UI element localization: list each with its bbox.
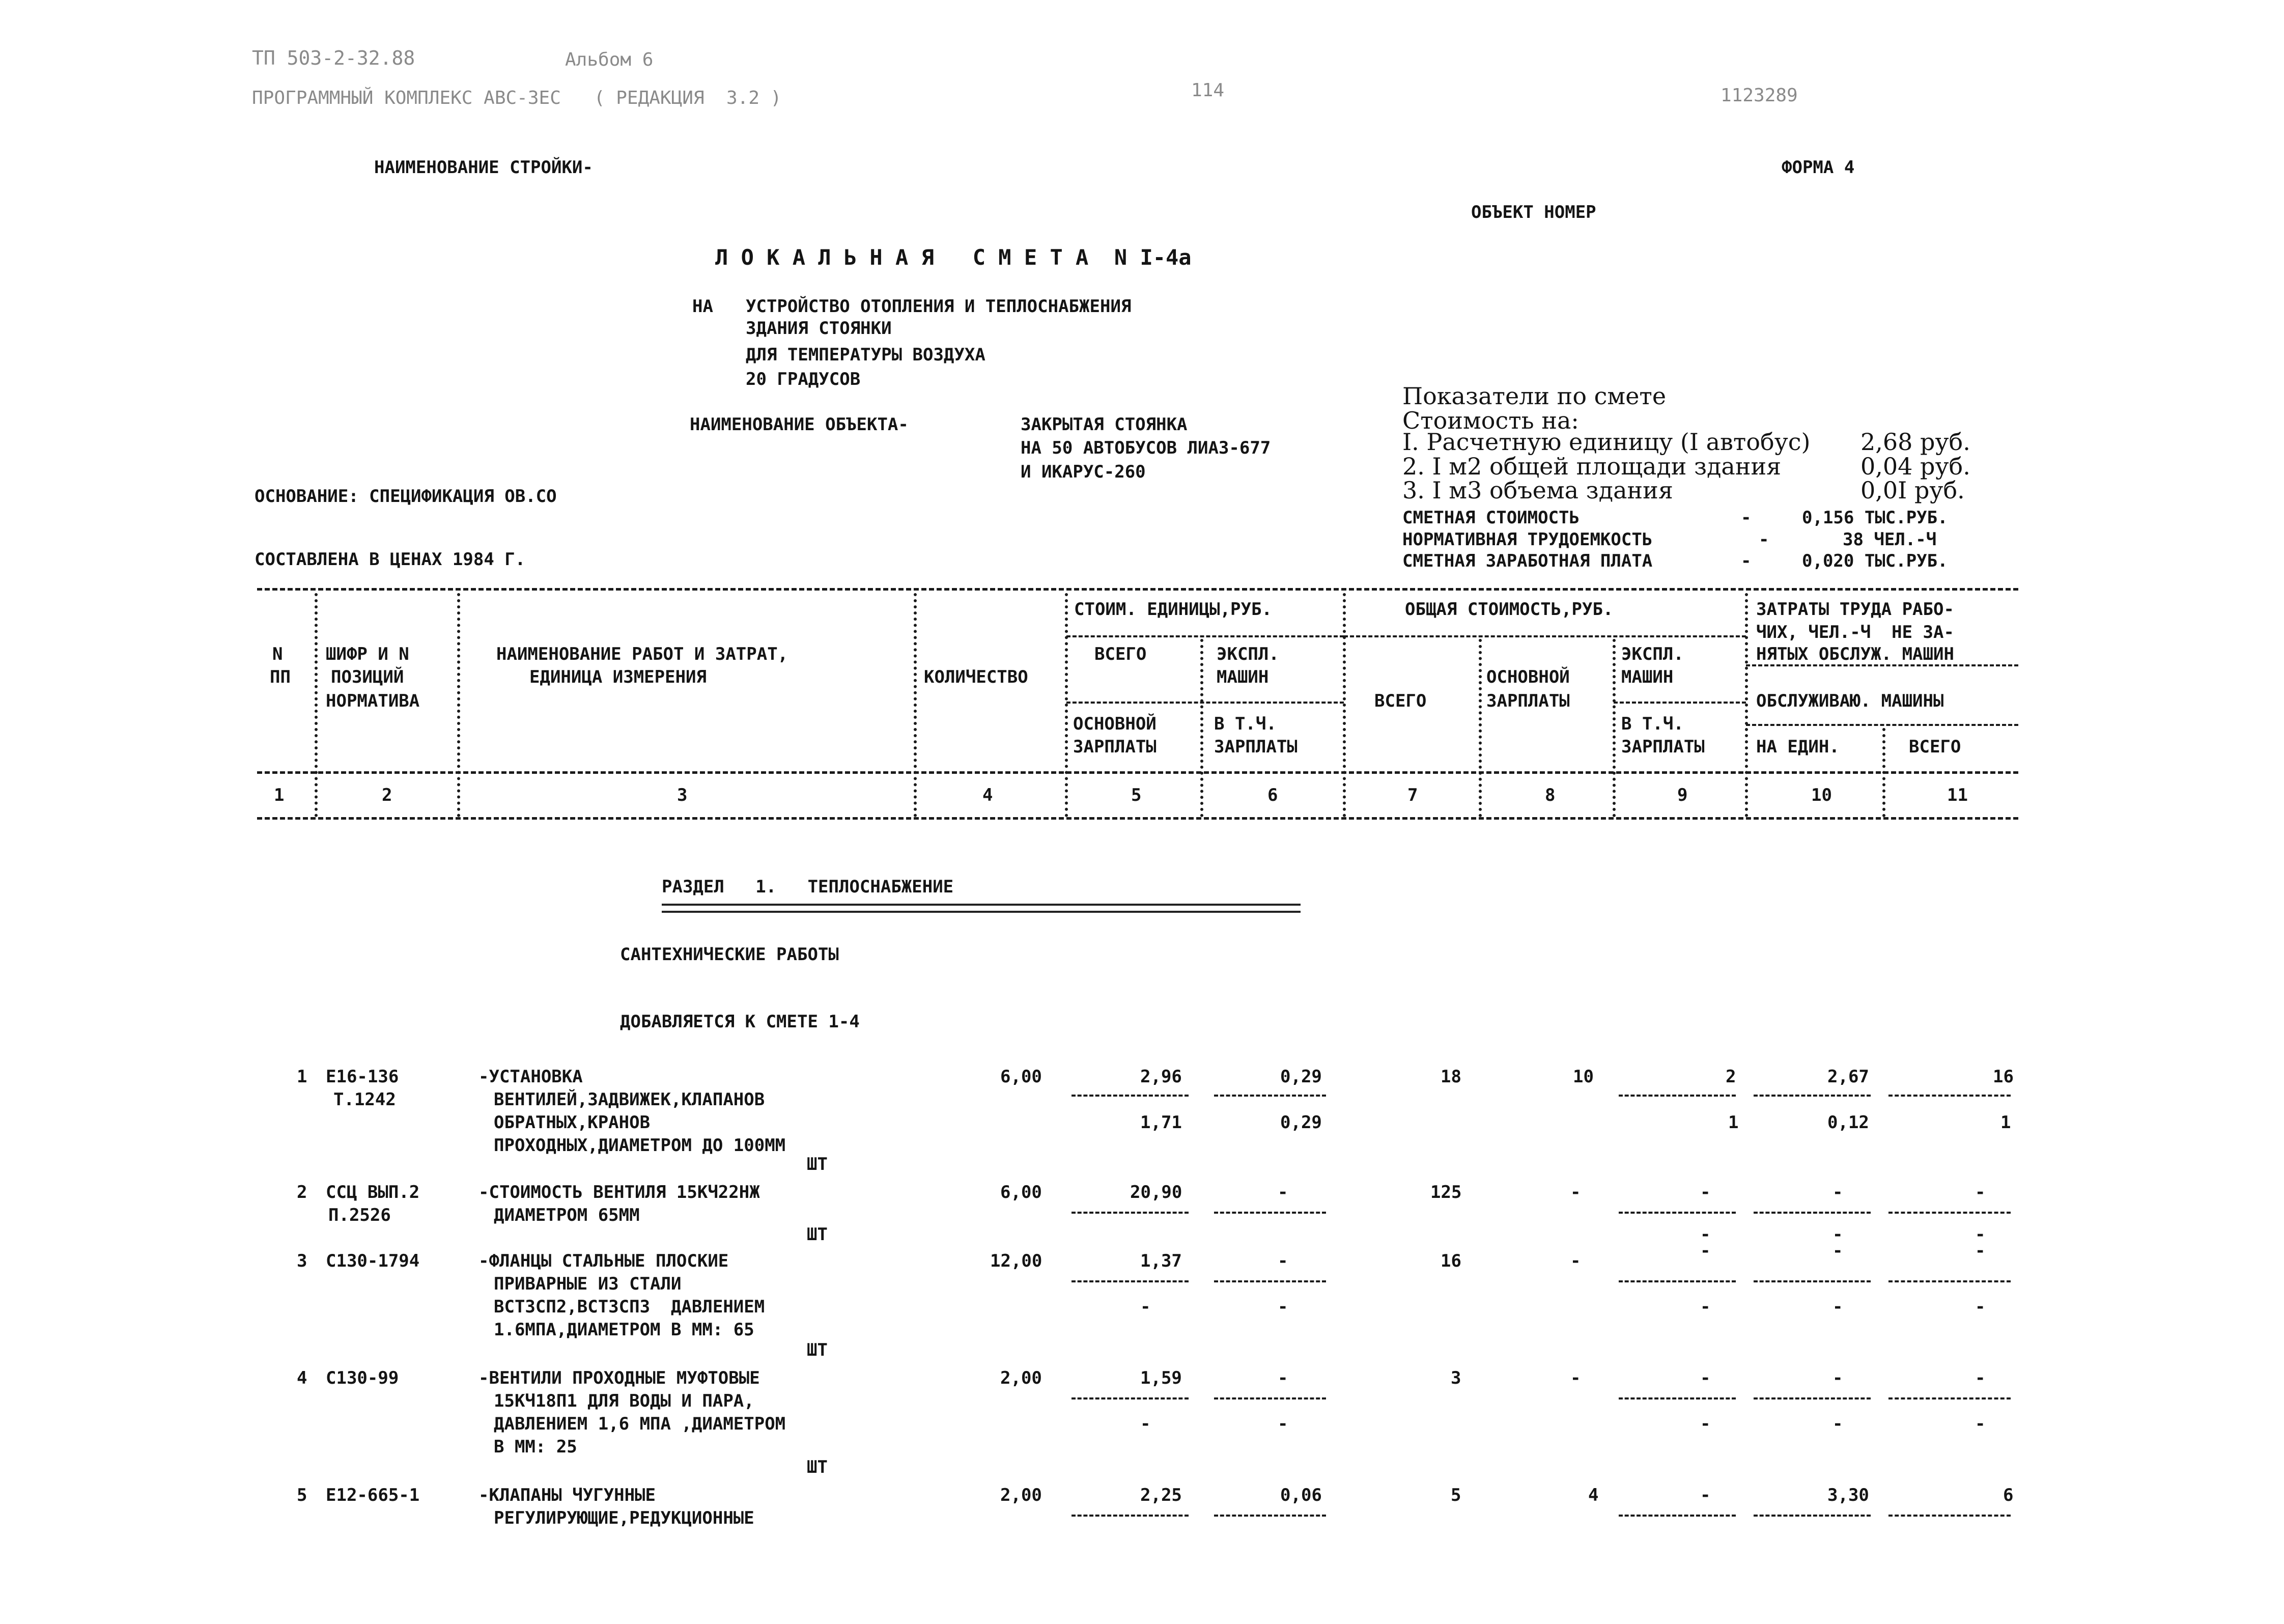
colnum-8: 8	[1545, 785, 1556, 805]
total-cost-base-wage-header-a: ОСНОВНОЙ	[1486, 667, 1570, 687]
row-code: Е16-136	[326, 1067, 399, 1087]
col3-header-b: ЕДИНИЦА ИЗМЕРЕНИЯ	[529, 667, 707, 687]
purpose-line-3: ДЛЯ ТЕМПЕРАТУРЫ ВОЗДУХА	[746, 345, 985, 365]
section-underline	[662, 904, 1301, 913]
added-to-estimate: ДОБАВЛЯЕТСЯ К СМЕТЕ 1-4	[620, 1012, 860, 1032]
row-name-3: ВСТ3СП2,ВСТ3СП3 ДАВЛЕНИЕМ	[494, 1297, 765, 1317]
row-name-3: ОБРАТНЫХ,КРАНОВ	[494, 1112, 651, 1133]
object-name-line-1: ЗАКРЫТАЯ СТОЯНКА	[1021, 414, 1188, 435]
row-unit: ШТ	[807, 1154, 828, 1174]
composed-label: СОСТАВЛЕНА В ЦЕНАХ 1984 Г.	[255, 549, 526, 570]
form-label: ФОРМА 4	[1782, 157, 1855, 178]
program-label: ПРОГРАММНЫЙ КОМПЛЕКС АВС-ЗЕС ( РЕДАКЦИЯ 3.2 )	[252, 88, 782, 108]
colnum-7: 7	[1407, 785, 1418, 805]
row-name-2: ДИАМЕТРОМ 65ММ	[494, 1205, 640, 1225]
row-unit-machines: 0,06	[1280, 1485, 1322, 1505]
purpose-line-2: ЗДАНИЯ СТОЯНКИ	[746, 318, 892, 339]
col2-header-c: НОРМАТИВА	[326, 691, 420, 711]
row-quantity: 6,00	[1000, 1067, 1042, 1087]
row-name-4: В ММ: 25	[494, 1437, 577, 1457]
row-number: 2	[297, 1182, 307, 1202]
row-quantity: 2,00	[1000, 1368, 1042, 1388]
total-cost-total-header: ВСЕГО	[1374, 691, 1427, 711]
row-name-3: ДАВЛЕНИЕМ 1,6 МПА ,ДИАМЕТРОМ	[494, 1414, 786, 1434]
col4-header: КОЛИЧЕСТВО	[924, 667, 1028, 687]
colnum-6: 6	[1267, 785, 1278, 805]
row-name-2: ПРИВАРНЫЕ ИЗ СТАЛИ	[494, 1274, 682, 1294]
row-quantity: 12,00	[990, 1251, 1042, 1271]
row-total-incl-wage: 1	[1728, 1112, 1739, 1133]
document-number: ТП 503-2-32.88	[252, 47, 415, 69]
for-label: НА	[692, 296, 713, 317]
estimated-cost-label: СМЕТНАЯ СТОИМОСТЬ	[1402, 508, 1580, 528]
row-unit: ШТ	[807, 1457, 828, 1477]
colnum-4: 4	[982, 785, 993, 805]
row-total-incl-wage: -	[1700, 1224, 1711, 1245]
row-labor-per-unit: -	[1832, 1241, 1843, 1261]
row-number: 5	[297, 1485, 307, 1505]
object-number: ОБЪЕКТ НОМЕР	[1471, 202, 1596, 222]
colnum-10: 10	[1811, 785, 1832, 805]
labor-header-b: ЧИХ, ЧЕЛ.-Ч НЕ ЗА-	[1756, 622, 1954, 642]
row-number: 1	[297, 1067, 307, 1087]
indicator-value-3: 0,0I руб.	[1860, 477, 1965, 504]
row-unit-cost: 1,59	[1140, 1368, 1182, 1388]
col1-header-a: N	[272, 644, 283, 664]
row-unit-incl-wage: -	[1278, 1414, 1288, 1434]
row-total-machines: -	[1700, 1485, 1711, 1505]
row-name-1: -СТОИМОСТЬ ВЕНТИЛЯ 15КЧ22НЖ	[478, 1182, 760, 1202]
row-labor-per-unit: -	[1832, 1368, 1843, 1388]
wage-label: СМЕТНАЯ ЗАРАБОТНАЯ ПЛАТА	[1402, 551, 1653, 571]
row-labor-per-unit-2: -	[1832, 1414, 1843, 1434]
row-unit-machines: -	[1278, 1182, 1288, 1202]
labor-header-c: НЯТЫХ ОБСЛУЖ. МАШИН	[1756, 644, 1954, 664]
row-total-cost: 16	[1441, 1251, 1461, 1271]
row-total-cost: 3	[1451, 1368, 1461, 1388]
row-code: С130-1794	[326, 1251, 420, 1271]
row-total-machines: -	[1700, 1368, 1711, 1388]
total-cost-machines-header-a: ЭКСПЛ.	[1621, 644, 1684, 664]
indicator-label-1: I. Расчетную единицу (I автобус)	[1402, 428, 1811, 456]
total-cost-incl-wage-header-a: В Т.Ч.	[1621, 714, 1684, 734]
row-name-2: ВЕНТИЛЕЙ,ЗАДВИЖЕК,КЛАПАНОВ	[494, 1089, 765, 1110]
row-unit-base-wage: -	[1140, 1414, 1151, 1434]
row-unit-cost: 2,25	[1140, 1485, 1182, 1505]
row-total-cost: 18	[1441, 1067, 1461, 1087]
row-unit-machines: -	[1278, 1251, 1288, 1271]
total-cost-header: ОБЩАЯ СТОИМОСТЬ,РУБ.	[1405, 599, 1614, 620]
colnum-9: 9	[1677, 785, 1688, 805]
unit-cost-machines-header-a: ЭКСПЛ.	[1217, 644, 1279, 664]
col1-header-b: ПП	[270, 667, 291, 687]
row-name-2: 15КЧ18П1 ДЛЯ ВОДЫ И ПАРА,	[494, 1391, 754, 1411]
basis-label: ОСНОВАНИЕ: СПЕЦИФИКАЦИЯ ОВ.СО	[255, 486, 557, 507]
row-unit-base-wage: -	[1140, 1297, 1151, 1317]
page: ТП 503-2-32.88 Альбом 6 ПРОГРАММНЫЙ КОМПЛЕКС АВС-ЗЕС ( РЕДАКЦИЯ 3.2 ) 114 1123289 НАИМЕНОВАНИЕ СТРОЙКИ- ФОРМА 4 ОБЪЕКТ НОМЕР Л О К А Л Ь Н А Я С М Е Т А N I-4а НА УСТРОЙСТВО ОТОПЛЕНИЯ И ТЕПЛОСНАБЖЕНИЯ ЗДАНИЯ СТОЯНКИ ДЛЯ ТЕМПЕРАТУРЫ ВОЗДУХА 20 ГРАДУСОВ НАИМЕНОВАНИЕ ОБЪЕКТА- ЗАКРЫТАЯ СТОЯНКА НА 50 АВТОБУСОВ ЛИАЗ-677 И ИКАРУС-260 ОСНОВАНИЕ: СПЕЦИФИКАЦИЯ ОВ.СО СОСТАВЛЕНА В ЦЕНАХ 1984 Г. Показатели по смете Стоимость на: I. Расчетную единицу (I автобус) 2,68 руб. 2. I м2 общей площади здания 0,04 руб. 3. I м3 объема здания 0,0I руб. СМЕТНАЯ СТОИМОСТЬ - 0,156 ТЫС.РУБ. НОРМАТИВНАЯ ТРУДОЕМКОСТЬ - 38 ЧЕЛ.-Ч СМЕТНАЯ ЗАРАБОТНАЯ ПЛАТА - 0,020 ТЫС.РУБ. N ПП ШИФР И N ПОЗИЦИЙ НОРМАТИВА НАИМЕНОВАНИЕ РАБОТ И ЗАТРАТ, ЕДИНИЦА ИЗМЕРЕНИЯ КОЛИЧЕСТВО СТОИМ. ЕДИНИЦЫ,РУБ. ВСЕГО ЭКСПЛ. МАШИН ОСНОВНОЙ ЗАРПЛАТЫ В Т.Ч. ЗАРПЛАТЫ ОБЩАЯ СТОИМОСТЬ,РУБ. ВСЕГО ОСНОВНОЙ ЗАРПЛАТЫ ЭКСПЛ. МАШИН В Т.Ч. ЗАРПЛАТЫ ЗАТРАТЫ ТРУДА РАБО- ЧИХ, ЧЕЛ.-Ч НЕ ЗА- НЯТЫХ ОБСЛУЖ. МАШИН ОБСЛУЖИВАЮ. МАШИНЫ НА ЕДИН. ВСЕГО 1 2 3 4 5 6 7 8 9 10 11 РАЗДЕЛ 1. ТЕПЛОСНАБЖЕНИЕ САНТЕХНИЧЕСКИЕ РАБОТЫ ДОБАВЛЯЕТСЯ К СМЕТЕ 1-4 1 Е16-136 Т.1242 -УСТАНОВКА ВЕНТИЛЕЙ,ЗАДВИЖЕК,КЛАПАНОВ ОБРАТНЫХ,КРАНОВ ПРОХОДНЫХ,ДИАМЕТРОМ ДО 100ММ ШТ 6,00 2,96 0,29 1,71 0,29 18 10 2 2,67 16 1 0,12 1 2 ССЦ ВЫП.2 П.2526 -СТОИМОСТЬ ВЕНТИЛЯ 15КЧ22НЖ ДИАМЕТРОМ 65ММ ШТ 6,00 20,90 - 125 - - - - - - - 3 С130-1794 -ФЛАНЦЫ СТАЛЬНЫЕ ПЛОСКИЕ ПРИВАРНЫЕ ИЗ СТАЛИ ВСТ3СП2,ВСТ3СП3 ДАВЛЕНИЕМ 1.6МПА,ДИАМЕТРОМ В ММ: 65 ШТ 12,00 1,37 - - - 16 - - - - - - - 4 С130-99 -ВЕНТИЛИ ПРОХОДНЫЕ МУФТОВЫЕ 15КЧ18П1 ДЛЯ ВОДЫ И ПАРА, ДАВЛЕНИЕМ 1,6 МПА ,ДИАМЕТРОМ В ММ: 25 ШТ 2,00 1,59 - - - 3 - - - - - - - 5 Е12-665-1 -КЛАПАНЫ ЧУГУННЫЕ РЕГУЛИРУЮЩИЕ,РЕДУКЦИОННЫЕ 2,00 2,25 0,06 5 4 - 3,30 6	[0, 0, 2284, 1624]
total-cost-base-wage-header-b: ЗАРПЛАТЫ	[1486, 691, 1570, 711]
row-unit-cost: 20,90	[1130, 1182, 1182, 1202]
row-total-cost: 125	[1430, 1182, 1462, 1202]
unit-cost-base-wage-header-b: ЗАРПЛАТЫ	[1073, 737, 1157, 757]
unit-cost-base-wage-header-a: ОСНОВНОЙ	[1073, 714, 1157, 734]
row-labor-per-unit-2: 0,12	[1827, 1112, 1869, 1133]
row-unit: ШТ	[807, 1224, 828, 1245]
labor-intensity-value: 38 ЧЕЛ.-Ч	[1843, 529, 1937, 550]
row-code: ССЦ ВЫП.2	[326, 1182, 420, 1202]
row-unit-incl-wage: 0,29	[1280, 1112, 1322, 1133]
row-unit-incl-wage: -	[1278, 1297, 1288, 1317]
object-name-label: НАИМЕНОВАНИЕ ОБЪЕКТА-	[690, 414, 909, 435]
row-labor-total: -	[1975, 1182, 1986, 1202]
colnum-5: 5	[1131, 785, 1142, 805]
indicators-subtitle: Стоимость на:	[1402, 407, 1579, 434]
object-name-line-2: НА 50 АВТОБУСОВ ЛИАЗ-677	[1021, 438, 1271, 458]
row-unit-cost: 1,37	[1140, 1251, 1182, 1271]
row-labor-total-2: -	[1975, 1297, 1986, 1317]
row-labor-total-2: 1	[2000, 1112, 2011, 1133]
row-total-incl-wage: -	[1700, 1414, 1711, 1434]
row-total-incl-wage: -	[1700, 1297, 1711, 1317]
row-labor-total: -	[1975, 1368, 1986, 1388]
row-name-1: -ВЕНТИЛИ ПРОХОДНЫЕ МУФТОВЫЕ	[478, 1368, 760, 1388]
row-name-2: РЕГУЛИРУЮЩИЕ,РЕДУКЦИОННЫЕ	[494, 1508, 754, 1528]
row-total-machines: -	[1700, 1182, 1711, 1202]
album-label: Альбом 6	[565, 49, 654, 70]
row-unit-cost: 2,96	[1140, 1067, 1182, 1087]
row-unit-base-wage: 1,71	[1140, 1112, 1182, 1133]
colnum-3: 3	[677, 785, 688, 805]
row-labor-total: 16	[1993, 1067, 2014, 1087]
row-total-cost: 5	[1451, 1485, 1461, 1505]
row-total-base-wage: -	[1570, 1251, 1581, 1271]
document-code: 1123289	[1721, 85, 1798, 106]
construction-label: НАИМЕНОВАНИЕ СТРОЙКИ-	[374, 157, 593, 178]
row-labor-per-unit-2: -	[1832, 1224, 1843, 1245]
indicator-value-2: 0,04 руб.	[1860, 453, 1970, 480]
row-number: 4	[297, 1368, 307, 1388]
indicator-value-1: 2,68 руб.	[1860, 428, 1970, 456]
row-name-1: -ФЛАНЦЫ СТАЛЬНЫЕ ПЛОСКИЕ	[478, 1251, 729, 1271]
section-title: РАЗДЕЛ 1. ТЕПЛОСНАБЖЕНИЕ	[662, 877, 954, 897]
row-code-2: Т.1242	[333, 1089, 396, 1110]
row-code: Е12-665-1	[326, 1485, 420, 1505]
row-name-4: 1.6МПА,ДИАМЕТРОМ В ММ: 65	[494, 1320, 754, 1340]
row-unit: ШТ	[807, 1340, 828, 1360]
purpose-line-1: УСТРОЙСТВО ОТОПЛЕНИЯ И ТЕПЛОСНАБЖЕНИЯ	[746, 296, 1132, 317]
row-labor-per-unit: 2,67	[1827, 1067, 1869, 1087]
page-number: 114	[1191, 80, 1225, 101]
row-total-base-wage: 4	[1588, 1485, 1599, 1505]
row-unit-machines: 0,29	[1280, 1067, 1322, 1087]
col2-header-b: ПОЗИЦИЙ	[331, 667, 404, 687]
row-name-1: -КЛАПАНЫ ЧУГУННЫЕ	[478, 1485, 656, 1505]
unit-cost-incl-wage-header-b: ЗАРПЛАТЫ	[1214, 737, 1298, 757]
row-total-machines: -	[1700, 1241, 1711, 1261]
labor-header-a: ЗАТРАТЫ ТРУДА РАБО-	[1756, 599, 1954, 620]
row-labor-total-2: -	[1975, 1224, 1986, 1245]
indicators-title: Показатели по смете	[1402, 382, 1667, 410]
unit-cost-header: СТОИМ. ЕДИНИЦЫ,РУБ.	[1074, 599, 1272, 620]
row-name-4: ПРОХОДНЫХ,ДИАМЕТРОМ ДО 100ММ	[494, 1135, 786, 1156]
colnum-1: 1	[274, 785, 285, 805]
row-labor-total: -	[1975, 1241, 1986, 1261]
unit-cost-incl-wage-header-a: В Т.Ч.	[1214, 714, 1277, 734]
row-name-1: -УСТАНОВКА	[478, 1067, 583, 1087]
colnum-2: 2	[382, 785, 392, 805]
row-unit-machines: -	[1278, 1368, 1288, 1388]
row-number: 3	[297, 1251, 307, 1271]
total-cost-machines-header-b: МАШИН	[1621, 667, 1674, 687]
row-labor-per-unit: -	[1832, 1182, 1843, 1202]
object-name-line-3: И ИКАРУС-260	[1021, 462, 1146, 482]
row-total-base-wage: -	[1570, 1182, 1581, 1202]
row-code-2: П.2526	[328, 1205, 391, 1225]
section-subtitle: САНТЕХНИЧЕСКИЕ РАБОТЫ	[620, 944, 839, 965]
row-labor-total: 6	[2003, 1485, 2014, 1505]
labor-per-unit-header: НА ЕДИН.	[1756, 737, 1840, 757]
row-labor-total-2: -	[1975, 1414, 1986, 1434]
col2-header-a: ШИФР И N	[326, 644, 409, 664]
purpose-line-4: 20 ГРАДУСОВ	[746, 369, 861, 389]
estimated-cost-value: 0,156 ТЫС.РУБ.	[1802, 508, 1948, 528]
row-total-machines: 2	[1726, 1067, 1736, 1087]
row-labor-per-unit-2: -	[1832, 1297, 1843, 1317]
unit-cost-total-header: ВСЕГО	[1094, 644, 1147, 664]
colnum-11: 11	[1947, 785, 1968, 805]
total-cost-incl-wage-header-b: ЗАРПЛАТЫ	[1621, 737, 1705, 757]
row-quantity: 2,00	[1000, 1485, 1042, 1505]
row-labor-per-unit: 3,30	[1827, 1485, 1869, 1505]
indicator-label-2: 2. I м2 общей площади здания	[1402, 453, 1782, 480]
row-code: С130-99	[326, 1368, 399, 1388]
wage-value: 0,020 ТЫС.РУБ.	[1802, 551, 1948, 571]
labor-service-header: ОБСЛУЖИВАЮ. МАШИНЫ	[1756, 691, 1944, 711]
unit-cost-machines-header-b: МАШИН	[1217, 667, 1269, 687]
row-quantity: 6,00	[1000, 1182, 1042, 1202]
indicator-label-3: 3. I м3 объема здания	[1402, 477, 1673, 504]
row-total-base-wage: 10	[1573, 1067, 1594, 1087]
labor-intensity-label: НОРМАТИВНАЯ ТРУДОЕМКОСТЬ	[1402, 529, 1653, 550]
estimate-title: Л О К А Л Ь Н А Я С М Е Т А N I-4а	[715, 245, 1192, 270]
labor-total-header: ВСЕГО	[1909, 737, 1961, 757]
row-total-base-wage: -	[1570, 1368, 1581, 1388]
col3-header-a: НАИМЕНОВАНИЕ РАБОТ И ЗАТРАТ,	[496, 644, 788, 664]
